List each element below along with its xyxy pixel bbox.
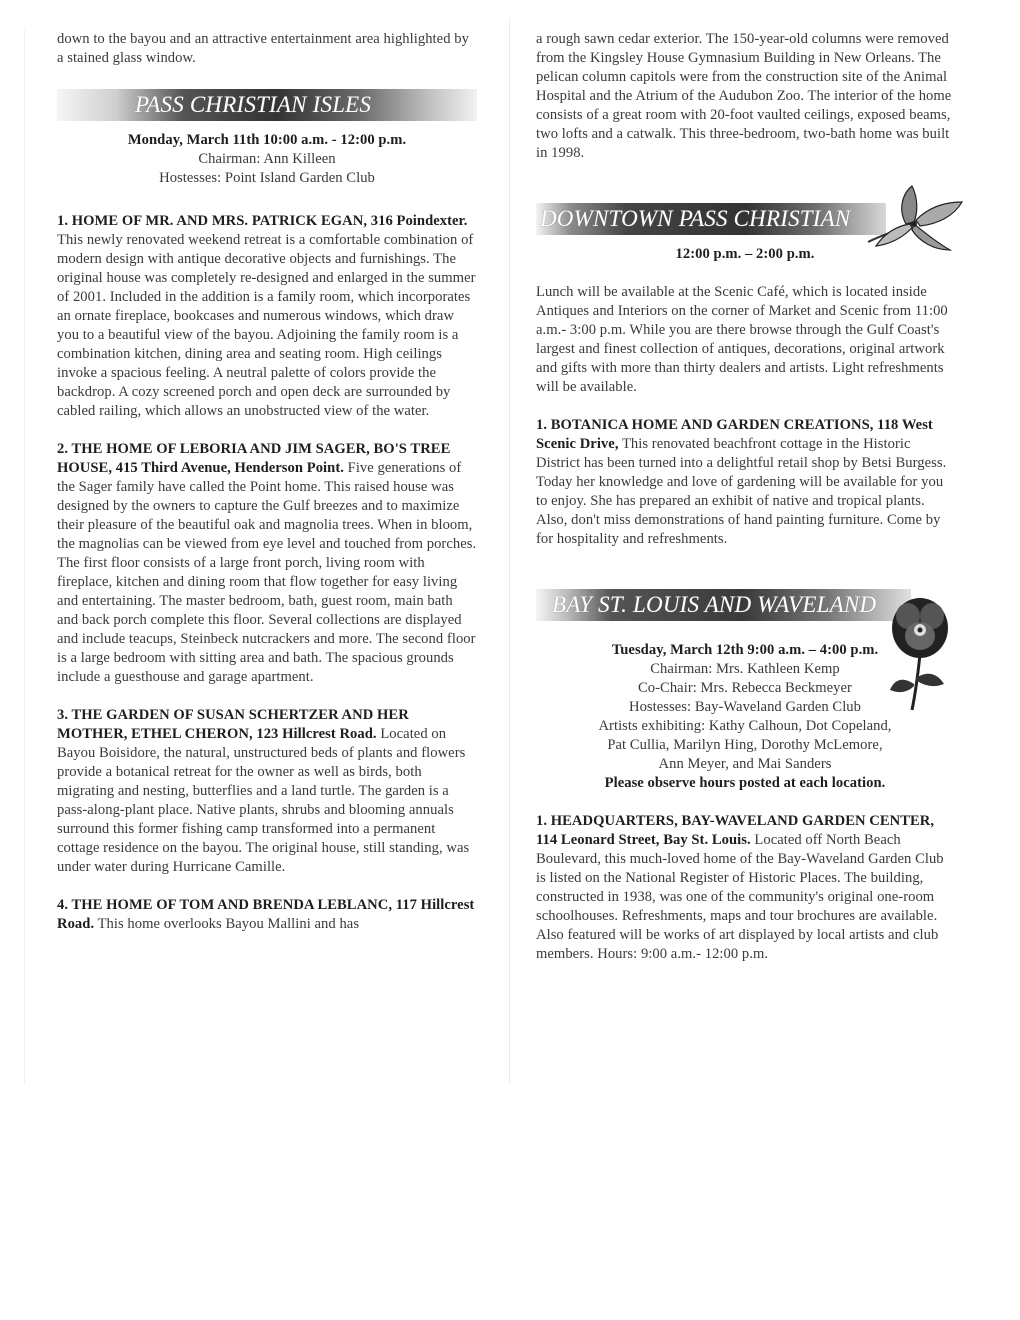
banner-title: DOWNTOWN PASS CHRISTIAN <box>540 206 851 231</box>
continued-text: a rough sawn cedar exterior. The 150-year-old columns were removed from the Kingsley House Gymnasium Building in New Orleans. The pelican column capitols were from the construction site of the Animal Hospital and the Atrium of the Audubon Zoo. The interior of the home consists of a great room with 20-foot vaulted ceilings, exposed beams, two lofts and a catwalk. This three-bedroom, two-bath home was built in 1998. <box>536 31 952 161</box>
banner-pass-christian-isles <box>57 89 477 121</box>
left-column <box>57 30 477 934</box>
event-hostesses: Hostesses: Point Island Garden Club <box>159 170 375 186</box>
tour-entry-botanica <box>536 416 954 549</box>
entry-body: This home overlooks Bayou Mallini and has <box>94 916 360 932</box>
page-edge-line <box>24 30 25 1085</box>
event-chairman: Chairman: Mrs. Kathleen Kemp <box>650 661 840 677</box>
entry-heading: 2. THE HOME OF LEBORIA AND JIM SAGER, BO'S TREE HOUSE, 415 Third Avenue, Henderson Point. <box>57 441 451 476</box>
entry-heading: 1. HEADQUARTERS, BAY-WAVELAND GARDEN CENTER, 114 Leonard Street, Bay St. Louis. <box>536 813 935 848</box>
hours-notice: Please observe hours posted at each location. <box>604 775 886 791</box>
entry-heading: 1. BOTANICA HOME AND GARDEN CREATIONS, 118 West Scenic Drive, <box>536 417 933 452</box>
banner-title: PASS CHRISTIAN ISLES <box>135 92 372 117</box>
event-date: Monday, March 11th 10:00 a.m. - 12:00 p.m. <box>127 132 407 148</box>
event-hostesses: Hostesses: Bay-Waveland Garden Club <box>629 699 861 715</box>
tour-entry-1 <box>57 212 477 421</box>
event-date: Tuesday, March 12th 9:00 a.m. – 4:00 p.m. <box>611 642 879 658</box>
fold-divider <box>509 18 510 1083</box>
lunch-info: Lunch will be available at the Scenic Café, which is located inside Antiques and Interiors on the corner of Market and Scenic from 11:00 a.m.- 3:00 p.m. While you are there browse through the Gulf Coast's largest and finest collection of antiques, decorations, original artwork and gifts with more than thirty dealers and artists. Light refreshments will be available. <box>536 284 948 395</box>
pansy-flower-icon <box>886 594 956 712</box>
event-chairman: Chairman: Ann Killeen <box>198 151 336 167</box>
entry-heading: 4. THE HOME OF TOM AND BRENDA LEBLANC, 117 Hillcrest Road. <box>57 897 475 932</box>
event-artists: Artists exhibiting: Kathy Calhoun, Dot Copeland, <box>598 718 892 734</box>
entry-body: Five generations of the Sager family have called the Point home. This raised house was designed by the owners to capture the Gulf breezes and to maximize their pleasure of the beautiful oak and magnolia trees. When in bloom, the magnolias can be viewed from eye level and touched from porches. The first floor consists of a large front porch, living room with fireplace, kitchen and dining room that flow together for easy living and entertaining. The master bedroom, bath, guest room, main bath and back porch complete this floor. Several collections are displayed and include teacups, Steinbeck nutcrackers and more. The second floor is a large bedroom with sitting area and bath. The spacious grounds include a guesthouse and garage apartment. <box>57 460 477 685</box>
entry-body: Located off North Beach Boulevard, this much-loved home of the Bay-Waveland Garden Club is listed on the National Register of Historic Places. The building, constructed in 1938, was one of the community's original one-room schoolhouses. Refreshments, maps and tour brochures are available. Also featured will be works of art displayed by local artists and club members. Hours: 9:00 a.m.- 12:00 p.m. <box>536 832 944 962</box>
entry-body: This renovated beachfront cottage in the Historic District has been turned into a delightful retail shop by Betsi Burgess. Today her knowledge and love of gardening will be available for you to enjoy. She has prepared an exhibit of native and tropical plants. Also, don't miss demonstrations of hand painting furniture. Come by for hospitality and refreshments. <box>536 436 947 547</box>
event-artists: Ann Meyer, and Mai Sanders <box>658 756 832 772</box>
event-artists: Pat Cullia, Marilyn Hing, Dorothy McLemore, <box>607 737 883 753</box>
banner-title: BAY ST. LOUIS AND WAVELAND <box>552 592 877 617</box>
entry-body: Located on Bayou Boisidore, the natural, unstructured beds of plants and flowers provide a botanical retreat for the owner as well as birds, both migrating and nesting, butterflies and a land turtle. The garden is a pass-along-plant place. Native plants, shrubs and blooming annuals surround this former fishing camp transformed into a permanent cottage residence on the bayou. The original house, still standing, was under water during Hurricane Camille. <box>57 726 470 875</box>
entry-heading: 3. THE GARDEN OF SUSAN SCHERTZER AND HER MOTHER, ETHEL CHERON, 123 Hillcrest Road. <box>57 707 409 742</box>
tour-entry-2 <box>57 440 477 687</box>
right-column <box>536 30 954 964</box>
tour-entry-4 <box>57 896 477 934</box>
entry-heading: 1. HOME OF MR. AND MRS. PATRICK EGAN, 316 Poindexter. <box>57 213 468 229</box>
lily-flower-icon <box>858 180 968 260</box>
event-time: 12:00 p.m. – 2:00 p.m. <box>675 246 815 262</box>
entry-body: This newly renovated weekend retreat is a comfortable combination of modern design with antique decorative objects and furnishings. The original house was completely re-designed and enlarged in the summer of 2001. Included in the addition is a family room, which incorporates an ornate fireplace, bookcases and numerous windows, which draw you to a beautiful view of the bayou. Adjoining the family room is a combination kitchen, dining area and seating room. High ceilings invoke a spacious feeling. A neutral palette of colors provide the backdrop. A cozy screened porch and open deck are surrounded by cabled railing, which allows an unobstructed view of the water. <box>57 232 476 419</box>
event-cochair: Co-Chair: Mrs. Rebecca Beckmeyer <box>638 680 852 696</box>
tour-entry-headquarters <box>536 812 954 964</box>
continued-text: down to the bayou and an attractive entertainment area highlighted by a stained glass window. <box>57 31 469 66</box>
tour-entry-3 <box>57 706 477 877</box>
